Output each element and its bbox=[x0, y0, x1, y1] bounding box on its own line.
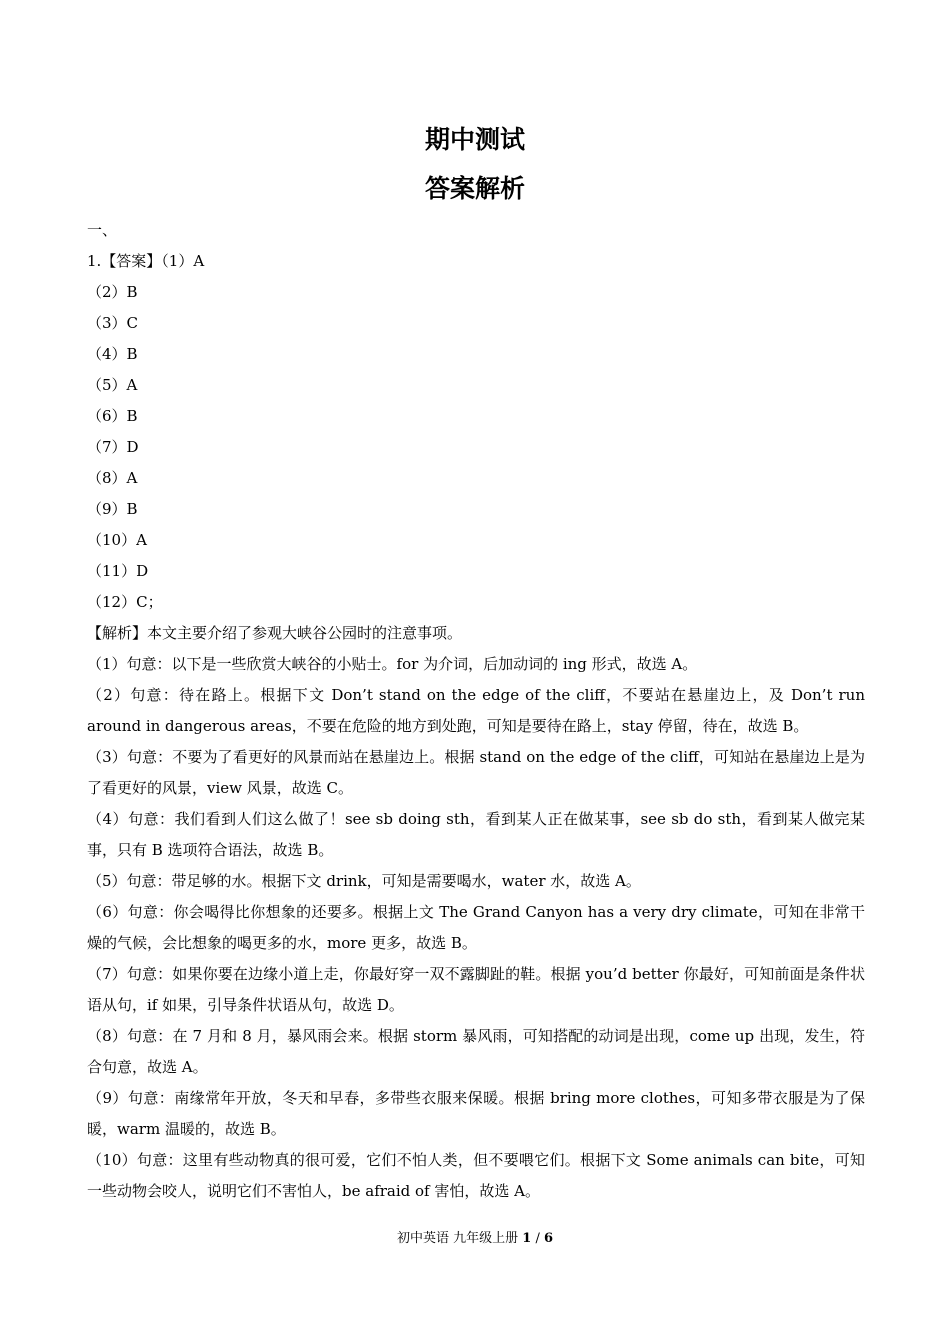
page-footer bbox=[0, 1229, 950, 1249]
answer-line-12: （12）C； bbox=[87, 593, 163, 611]
answer-line-6: （6）B bbox=[87, 407, 138, 425]
answer-line-3: （3）C bbox=[87, 314, 139, 332]
explanation-7: （7）句意：如果你要在边缘小道上走，你最好穿一双不露脚趾的鞋。根据 you’d better 你最好，可知前面是条件状语从句，if 如果，引导条件状语从句，故选 D。 bbox=[87, 965, 865, 1014]
explanation-8: （8）句意：在 7 月和 8 月，暴风雨会来。根据 storm 暴风雨，可知搭配的动词是出现，come up 出现，发生，符合句意，故选 A。 bbox=[87, 1027, 865, 1076]
answer-content bbox=[87, 215, 865, 1207]
section-label: 一、 bbox=[87, 221, 118, 239]
document-subtitle: 答案解析 bbox=[424, 174, 525, 203]
footer-separator: / bbox=[535, 1231, 540, 1246]
answer-line-9: （9）B bbox=[87, 500, 138, 518]
explanation-6: （6）句意：你会喝得比你想象的还要多。根据上文 The Grand Canyon has a very dry climate，可知在非常干燥的气候，会比想象的喝更多的水，more 更多，故选 B。 bbox=[87, 903, 865, 952]
document-title: 期中测试 bbox=[424, 125, 525, 154]
footer-page-total: 6 bbox=[543, 1231, 554, 1246]
answer-line-7: （7）D bbox=[87, 438, 139, 456]
explanation-3: （3）句意：不要为了看更好的风景而站在悬崖边上。根据 stand on the edge of the cliff，可知站在悬崖边上是为了看更好的风景，view 风景，故选 C。 bbox=[87, 748, 865, 797]
answer-line-2: （2）B bbox=[87, 283, 138, 301]
footer-page-current: 1 bbox=[522, 1231, 532, 1246]
analysis-intro: 【解析】本文主要介绍了参观大峡谷公园时的注意事项。 bbox=[87, 624, 463, 642]
footer-course: 初中英语 九年级上册 bbox=[396, 1231, 519, 1246]
answer-line-4: （4）B bbox=[87, 345, 138, 363]
answer-line-5: （5）A bbox=[87, 376, 138, 394]
answer-line-11: （11）D bbox=[87, 562, 149, 580]
explanation-1: （1）句意：以下是一些欣赏大峡谷的小贴士。for 为介词，后加动词的 ing 形式，故选 A。 bbox=[87, 655, 698, 673]
explanation-9: （9）句意：南缘常年开放，冬天和早春，多带些衣服来保暖。根据 bring more clothes，可知多带衣服是为了保暖，warm 温暖的，故选 B。 bbox=[87, 1089, 865, 1138]
answer-line-10: （10）A bbox=[87, 531, 147, 549]
explanation-4: （4）句意：我们看到人们这么做了！see sb doing sth，看到某人正在做某事，see sb do sth，看到某人做完某事，只有 B 选项符合语法，故选 B。 bbox=[87, 810, 865, 859]
explanation-5: （5）句意：带足够的水。根据下文 drink，可知是需要喝水，water 水，故选 A。 bbox=[87, 872, 641, 890]
explanation-2: （2）句意：待在路上。根据下文 Don’t stand on the edge of the cliff，不要站在悬崖边上，及 Don’t run around in dangerous areas，不要在危险的地方到处跑，可知是要待在路上，stay 停留，待在，故选 B。 bbox=[87, 686, 865, 735]
answer-line-1: 1.【答案】（1）A bbox=[87, 252, 205, 270]
explanation-10: （10）句意：这里有些动物真的很可爱，它们不怕人类，但不要喂它们。根据下文 Some animals can bite，可知一些动物会咬人，说明它们不害怕人，be afraid of 害怕，故选 A。 bbox=[87, 1151, 865, 1200]
answer-line-8: （8）A bbox=[87, 469, 138, 487]
